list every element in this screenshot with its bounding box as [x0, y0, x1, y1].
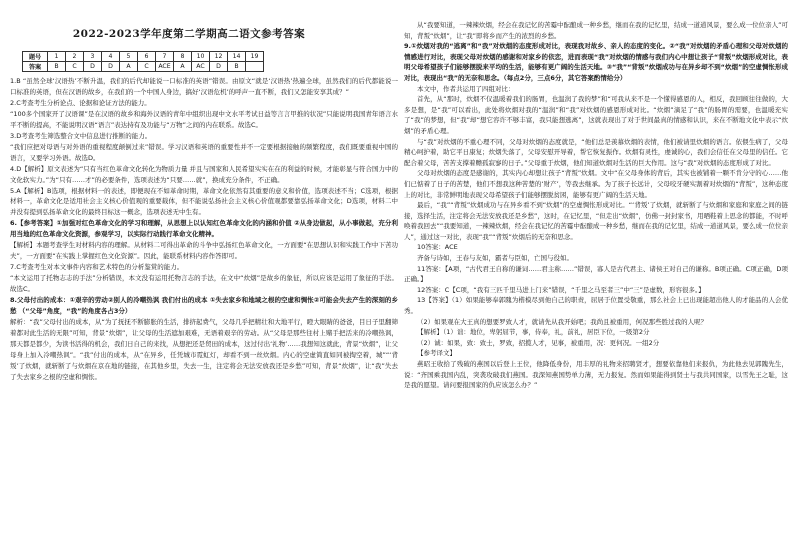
answer-q8-continued: 从“我要知道，一辣辣炊烟，经会在我记忆的苦霉中酝酿成一种乡愁，继而在我的记忆里，结成一道道风景，要么成一位位亲人”可知，背叛“炊烟”，让“我”即将乡而产生的浓烈的乡愁。: [404, 21, 788, 40]
reference-translation-body: 燕昭王收拾了残破的燕国以后登上王位，他降低身份，用丰厚的礼物来招聘贤才，想要依靠他们来报仇，为此他去见郭隗先生，说：“齐国乘我国内乱，突袭攻破我们燕国。我深知燕国势单力薄，无力报复。然而如果能得到贤士与我共同国家，以雪先王之耻，这是我的愿望。请问要报国家的仇应该怎么办？”: [404, 360, 788, 390]
reference-translation-heading: 【参考译文】: [417, 349, 456, 358]
table-cell: 4: [102, 52, 120, 62]
table-header-cell: 答案: [23, 62, 48, 72]
table-cell: B: [228, 62, 246, 72]
table-cell: 10: [192, 52, 210, 62]
answer-q10: 10答案：ACE: [417, 243, 458, 252]
table-cell: 14: [228, 52, 246, 62]
answer-q2-body: “100多个国家开了汉语课”是在汉语的故乡和海外汉语的青年中组织出现中文水平考试日益等言言甲推的状况”只能说明我国青年语言水平不断的提高，不能说明汉语“语言”表达持有及功能与“万物”之间的内在联系。故选C。: [10, 109, 398, 129]
answer-q7-heading: 7.C考查考生对本文事件内容和艺术特色的分析鉴赏的能力。: [10, 263, 184, 272]
answer-q9-point1: 首先，从“那时，炊烟不仅温暖着我们的肠胃，也温润了我的梦”和“可我从来不是一个懂得感恩的人，相反，我回顾往往做的，大多是想，是“我”可以看出，此处将炊烟对我的“温润”和“我”对炊烟的感恩形成对比。“炊烟”滴足了“我”的肠胃的需要，也温暖充实了“我”的梦想，但“我”却“想它容许不够丰富，我只能想逃离”，这就表现出了对于世间最真的情感和认识，来在不断地文化中表示“炊烟”的矛盾心理。: [404, 95, 788, 135]
answer-q13-2: （2）如果观在大王真的想要罗致人才，就请先从我开始吧；我尚且被重用，何况那些胜过我的人呢？: [417, 317, 708, 326]
answer-q9: 9.①炊烟对我的“逃离”和“我”对炊烟的态度形成对比，表现我对故乡、亲人的态度的变化。②“我”对炊烟的矛盾心理和父母对炊烟的情感进行对比，表现父母对炊烟的感谢和对家乡的依恋，进而表现“我”对炊烟的情感与我们内心中想让孩子“背叛”炊烟形成对比，表明父母希望孩子们能够摆脱来平均的生活，能够有更广阔的生活天地。③“我”“背叛”炊烟成功与在异乡却不到“炊烟”的空虚惆怅形成对比，表现出“我”的无奈和思念。（每点2分，三点6分，其它答案酌情给分）: [404, 42, 788, 82]
answer-q13-1: 13【答案】（1）如果能够奉郭隗为楷模尽到他自己的职责，屈居于位置受敬重，那么社会上已出现能超出他人的才能品的人会优秀。: [404, 296, 788, 316]
answer-q10-body: 齐备与诗如，王春与友如，霸者与臣如，亡国与役如。: [417, 254, 573, 263]
answer-q2-heading: 2.C考查考生分析论点、论据和论证方法的能力。: [10, 98, 151, 107]
answer-q6-analysis: 【解析】本题考查学生对材料内容的理解。从材料二可得出革命的斗争中弘扬红色革命文化，一方面要“在思想认识和实践工作中下苦功夫”，一方面要“在实践上掌握红色文化资源”。因此，能联系材料内容作答即可。: [10, 241, 398, 261]
answer-q9-point3: 父母对炊烟的态度是感谢的，其实内心却想让孩子“背叛”炊烟。文中“在父母身体的背后，其实也被铺着一颗不肯分守的心……他们已惦着了日子的苦楚，他们不想我这种苦楚的‘财产’，等我去继承。为了孩子长远计，父母咬牙硬实割着对炊烟的“背叛”，这种态度上的对比，非常鲜明地表现父母希望孩子们能够摆脱贫困，能够有更广阔的生活天地。: [404, 169, 788, 199]
right-column: [398, 0, 794, 549]
table-cell: [246, 62, 264, 72]
answer-q11: 11答案：【A项，“古代君王自称的谦词……君主称……”错误，寡人是古代君主、诸侯王对自己的谦称。B项正确。C项正确，D项正确。】: [404, 264, 788, 284]
table-cell: 2: [66, 52, 84, 62]
answer-q13-analysis-1: 【解析】（1）诎：地位，卑躬屈节，事，侍奉，礼，前礼，居臣下位，一级第2分: [417, 328, 650, 337]
answer-q12: 12答案：C【C项，“我有三匹千里马进上门来”错误，“千里之马至者三”中“三”是虚数，形容很多。】: [417, 285, 705, 294]
answer-q6: 6.【参考答案】①加强对红色革命文化的学习和理解，从思想上以认知红色革命文化的内涵和价值 ②从身边做起，从小事做起，充分利用当地的红色革命文化资源，参观学习，以实际行动践行革命文化精神。: [10, 219, 398, 239]
table-cell: D: [102, 62, 120, 72]
answer-table-row-answers: [23, 62, 264, 72]
table-cell: A: [120, 62, 138, 72]
answer-q9-point4: 最后，“我”“背叛”炊烟成功与在异乡看不到“炊烟”的空虚惆怅形成对比。“‘背叛’了炊烟，就斩断了与炊烟和家庭和家庭之间的链接，选择生活，注定将会无法安放我还是乡愁”，这时，在记忆里，“但走出“炊烟”，仿佛一封封家书，用晒鞋着上思念的都能，不时呼唤着我回去”“我要知道，一辣辣炊烟，经会在我记忆的苦霉中酝酿成一种乡愁，继而在我的记忆里，结成一道道风景，要么成一位位亲人”，通过这一对比，表现“我”“背叛”炊烟后的无奈和思念。: [404, 201, 788, 241]
table-cell: ACE: [156, 62, 174, 72]
table-cell: 7: [156, 52, 174, 62]
answer-q3-heading: 3.D考查考生筛选整合文中信息进行推断的能力。: [10, 131, 152, 140]
table-cell: 6: [138, 52, 156, 62]
table-cell: 8: [174, 52, 192, 62]
answer-q4: 4.D【解析】原文表述为“只有当红色革命文化转化为物质力量 并且与国家和人民希望实实在在的利益的时候，才能彰显与符合国力中的文化软实力。”为“只有……才”的必要条件，选项表述为“只要……就”，换成充分条件，不正确。: [10, 164, 398, 184]
doc-title: 2022-2023学年度第二学期高二语文参考答案: [72, 28, 306, 40]
table-cell: 19: [246, 52, 264, 62]
answer-q13-analysis-2: （2）诚：如果，致：致士，罗致，招揽人才，见事，被重用，况：更何况。一组2分: [417, 338, 660, 347]
table-cell: AC: [192, 62, 210, 72]
table-cell: 5: [120, 52, 138, 62]
answer-q7-body: “本文运用了托物志志的手法”分析错误，本文没有运用托物言志的手法，在文中“炊烟”是故乡的象征，所以应该是运用了象征的手法。故选C。: [10, 274, 398, 294]
table-cell: 12: [210, 52, 228, 62]
answer-q9-intro: 本文中，作者共运用了四组对比：: [417, 84, 515, 93]
table-cell: 3: [84, 52, 102, 62]
table-cell: C: [66, 62, 84, 72]
table-cell: B: [48, 62, 66, 72]
answer-q8-analysis: 解析：“我”父母付出的成本，从“为了抚抚不断膨胀的生活，排挤起费气，父母几乎把精壮和大地平行，瞪大眼睛的爸爸，目日子里翻筛着都对此生活的无限”可知，背景“炊烟”，让父母的生活遮加艰难，无语着艰辛的劳动。从“父母是那些往村上赌手把活来的冷嘲热讽，那天都是都少，为读书活得的机会，我们日自己的来找，从想把还是贸田的成本，这过付出‘礼物’……我想知这就此，背景“炊烟”，让父母身上加入冷嘲热讽”。“我”付出的成本，从“在异乡，任凭城市霓虹灯，却看不到一丝炊烟。内心的空虚简直如同被掏空着，城”“‘背叛’了炊烟，就斩断了与炊烟在京在地的链接，在其他乡里，失去一生，注定将会无法安放我还是乡愁”可知，背景“炊烟”，让“我”失去了失去家乡之根的空虚和惆怅。: [10, 317, 398, 381]
answer-q3-body: “我们应把对母语与对外语的重视程度颠倒过来”错误。学习汉语和英语的重要性并不一定要根据接触的频繁程度，我们既要重视中国的语言，又要学习外语。故选D。: [10, 142, 398, 162]
answer-q8: 8.父母付出的成本：①艰辛的劳动②别人的冷嘲热讽 我们付出的成本 ①失去家乡和地域之根的空虚和惆怅②可能会失去产生的深刻的乡愁 （“父母”角度，“我”的角度各占3分）: [10, 296, 398, 316]
answer-q5: 5.A【解析】B选项，根据材料一的表述，即便现在不如革命时期，革命文化依然有其重要的意义和价值，选项表述不当；C选项，根据材料一，革命文化是适用社会主义核心价值观的重要载体，但不能说弘扬社会主义核心价值观都要靠弘扬革命文化；D选项，材料二中并没有提到弘扬革命文化的最终目标这一概念，选项表述无中生有。: [10, 186, 398, 217]
table-cell: 1: [48, 52, 66, 62]
answer-q1: 1.B “虽然全球‘汉语热’不断升温，我们的后代却能说一口标准的英语”错误。由原文“就是‘汉语热’热遍全球，虽然我们的后代都能说一口标准的英语，但在汉语的故乡，在我们的一个中国人身边，搞好‘汉语危机’的呼声一直不断，我们又怎能安享其成？”: [10, 77, 398, 96]
table-header-cell: 题号: [23, 52, 48, 62]
answer-q9-point2: 与“我”对炊烟的不重心理不同，父母对炊烟的态度就是，“他们总是羡慕炊烟的表情，他们被请里炊烟的语言。依偎生病了，父母精心呵护着，助它平日康复；炊烟失落了，父母安慰开导着，帮它恢复振作。炊烟有灵性，虔诚的心，我们会信任在父母里的信任。它配合着父母，苦苦支撑着赡孤寂寥的日子。”父母重于炊烟，他们知道炊烟对生活的巨大作用。这与“我”对炊烟的态度形成了对比。: [404, 137, 788, 167]
table-cell: C: [138, 62, 156, 72]
table-cell: A: [174, 62, 192, 72]
table-cell: D: [84, 62, 102, 72]
table-cell: D: [210, 62, 228, 72]
answer-table-row-numbers: [23, 52, 264, 62]
answer-table: [22, 51, 264, 72]
